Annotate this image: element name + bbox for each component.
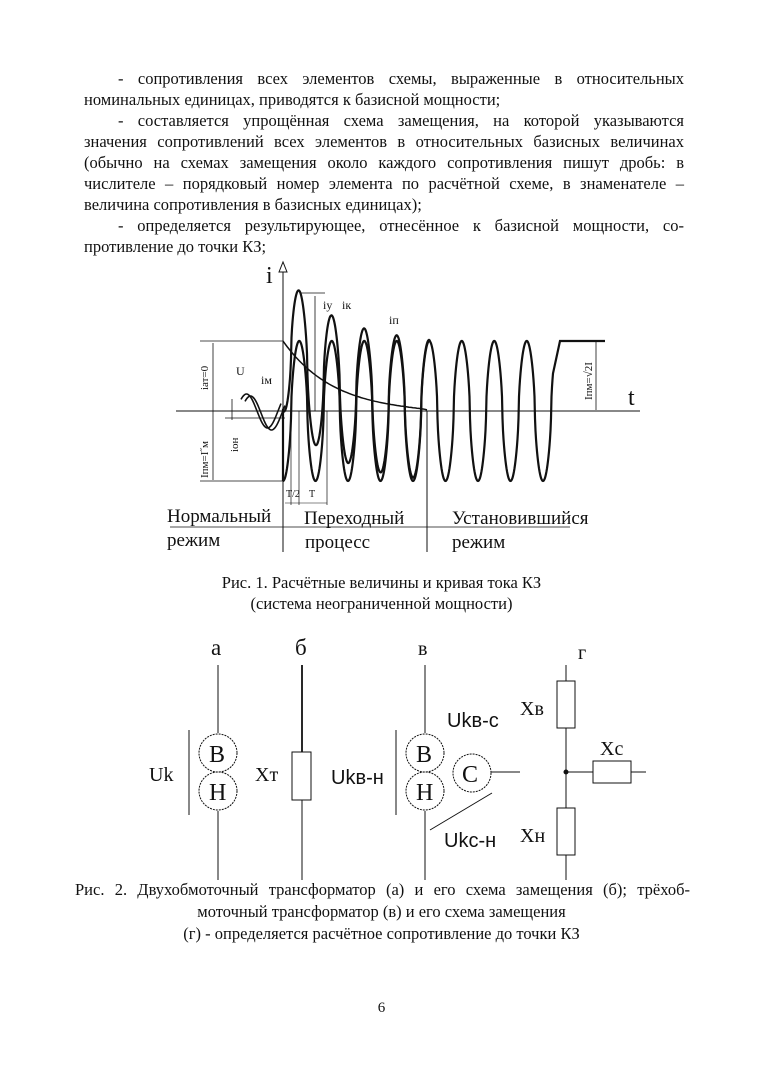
ukvs-label: Ukв-с: [447, 710, 499, 732]
figure-2-caption-3: (г) - определяется расчётное сопротивление до точки КЗ: [183, 924, 580, 943]
region-transient-2: процесс: [305, 532, 371, 553]
i-axis-arrow-icon: [279, 262, 287, 272]
ion-label: iон: [229, 437, 241, 452]
i-axis-label: i: [266, 263, 273, 289]
region-normal-2: режим: [167, 530, 221, 551]
figure-2-caption: Рис. 2. Двухобмоточный трансформатор (а) и его схема замещения (б); трёхоб-: [75, 880, 690, 899]
body-line: - определяется результирующее, отнесённое к базисной мощности, со-: [118, 216, 684, 235]
body-line: (обычно на схемах замещения около каждого сопротивления пишут дробь: в: [84, 153, 684, 172]
ipm-steady-label: Iпм=√2I: [583, 362, 595, 400]
resistor-xt: [292, 752, 311, 800]
winding-h-label: Н: [209, 780, 227, 806]
ik-label: iк: [342, 298, 352, 312]
label-b: б: [295, 635, 307, 660]
resistor-xv: [557, 681, 575, 728]
load-current-curve: [245, 396, 285, 430]
t-period-label: T: [309, 489, 316, 500]
winding-c-label: С: [462, 762, 479, 788]
total-current-curve: [283, 290, 430, 481]
body-line: - сопротивления всех элементов схемы, выраженные в относительных: [118, 69, 684, 88]
ipm-label: Iпм=I˝м: [199, 440, 211, 478]
body-line: числителе – порядковый номер элемента по расчётной схеме, в знаменателе –: [84, 174, 684, 193]
im-label: iм: [261, 373, 272, 387]
label-v: в: [418, 638, 428, 660]
body-line: значения сопротивлений всех элементов в относительных базисных величинах: [84, 132, 684, 151]
figure-1-caption-2: (система неограниченной мощности): [250, 594, 513, 613]
t-axis-label: t: [628, 385, 635, 411]
body-line: величина сопротивления в базисных единицах);: [84, 195, 422, 214]
region-transient: Переходный: [304, 508, 405, 529]
label-a: а: [211, 635, 222, 660]
region-normal: Нормальный: [167, 506, 272, 527]
xs-label: Хс: [600, 738, 624, 760]
figure-1-caption: Рис. 1. Расчётные величины и кривая тока КЗ: [221, 573, 542, 592]
resistor-xn: [557, 808, 575, 855]
winding-b-label: В: [209, 742, 226, 768]
winding-b-label-3: В: [416, 742, 433, 768]
uk-label: Uk: [149, 764, 174, 786]
resistor-xs: [593, 761, 631, 783]
region-steady: Установившийся: [452, 508, 589, 529]
ukvn-label: Ukв-н: [331, 767, 384, 789]
label-g: г: [578, 642, 587, 664]
xn-label: Хн: [520, 825, 546, 847]
figure-2-caption-2: моточный трансформатор (в) и его схема замещения: [197, 902, 566, 921]
xt-label: Хт: [255, 764, 279, 786]
winding-h-label-3: Н: [416, 780, 434, 806]
body-line: - составляется упрощённая схема замещения, на которой указываются: [118, 111, 684, 130]
page-number: 6: [377, 1000, 386, 1016]
region-steady-2: режим: [452, 532, 506, 553]
t-half-label: T/2: [286, 489, 300, 500]
uksn-label: Ukс-н: [444, 830, 497, 852]
in-label: iп: [389, 313, 399, 327]
iat0-label: iат=0: [199, 365, 211, 390]
xv-label: Хв: [520, 698, 544, 720]
body-line: номинальных единицах, приводятся к базисной мощности;: [84, 90, 501, 109]
u-label: U: [236, 364, 245, 378]
iy-label: iу: [323, 298, 333, 312]
body-line: противление до точки КЗ;: [84, 237, 267, 256]
